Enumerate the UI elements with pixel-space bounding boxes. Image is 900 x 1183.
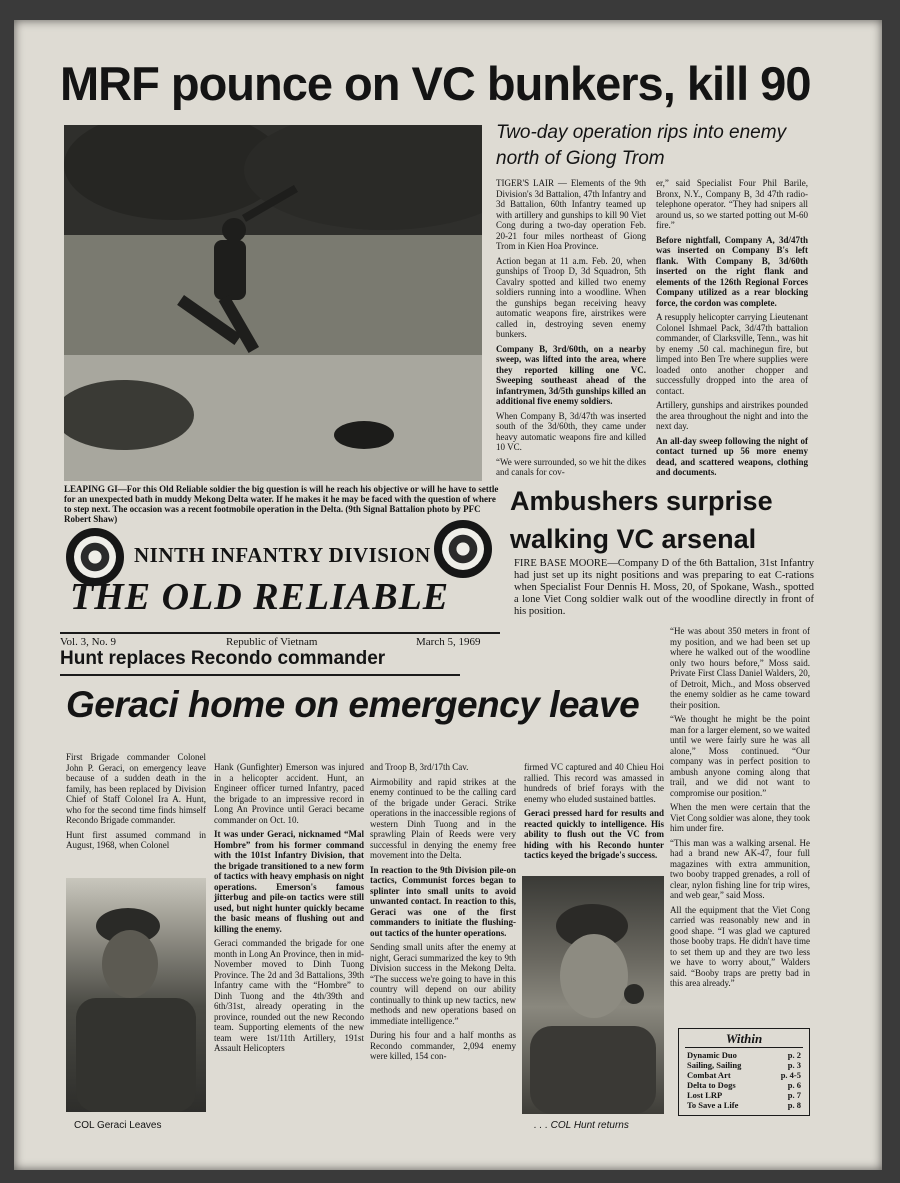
- paragraph: All the equipment that the Viet Cong carried was reasonably new and in good shape. “I was glad we captured those booby traps. He didn't have time to set them up and they are two less we have to worry about,” Walders said. “Booby traps are pretty bad in this area already.”: [670, 904, 810, 988]
- geraci-column-4: [524, 762, 664, 865]
- leaping-gi-photo: [64, 125, 482, 481]
- photo1-caption: LEAPING GI—For this Old Reliable soldier the big question is will he reach his objective or will he have to settle for an unexpected bath in muddy Mekong Delta water. If he makes it he may be faced with the question of where to step next. The occasion was a recent footmobile operation in the Delta. (9th Signal Battalion photo by PFC Robert Shaw): [64, 484, 499, 524]
- hunt-rule: [60, 674, 460, 676]
- within-item-page: p. 3: [787, 1060, 801, 1070]
- photo3-caption: . . . COL Hunt returns: [534, 1120, 629, 1131]
- story1-column-2: [656, 178, 808, 482]
- ambush-headline: Ambushers surprise walking VC arsenal: [510, 486, 773, 554]
- geraci-headline: Geraci home on emergency leave: [66, 684, 640, 725]
- masthead-date: March 5, 1969: [416, 636, 481, 648]
- paragraph: Hunt first assumed command in August, 1968, when Colonel: [66, 829, 206, 850]
- col-geraci-photo: [66, 878, 206, 1112]
- within-item-label: Dynamic Duo: [687, 1050, 737, 1060]
- paragraph: “He was about 350 meters in front of my position, and we had been set up where he walked out of the woodline only two hours before,” Moss said. Private First Class Daniel Walders, 20, of Detroit, Mich., and Moss observed the enemy soldier as he came toward their position.: [670, 626, 810, 710]
- paragraph: When Company B, 3d/47th was inserted south of the 3d/60th, they came under heavy automatic weapons fire and killed 10 VC.: [496, 410, 646, 452]
- within-item[interactable]: [679, 1060, 809, 1070]
- paragraph: An all-day sweep following the night of contact turned up 56 more enemy dead, and scattered weapons, clothing and documents.: [656, 435, 808, 477]
- paragraph: When the men were certain that the Viet Cong soldier was alone, they took him under fire.: [670, 802, 810, 833]
- within-item[interactable]: [679, 1080, 809, 1090]
- paragraph: Geraci commanded the brigade for one month in Long An Province, then in mid-November moved to Dinh Tuong Province. The 2d and 3d Battalions, 39th Infantry came with the “Hombre” to Dinh Tuong and the 4th/39th and 6th/31st, already operating in the province, rounded out the new Recondo team. Supporting elements of the new team were 1st/11th Artillery, 191st Assault Helicopters: [214, 938, 364, 1053]
- paragraph: Hank (Gunfighter) Emerson was injured in a helicopter accident. Hunt, an Engineer officer turned Infantry, paced the brigade to an impressive record in Long An Province until Geraci became commander on Oct. 10.: [214, 762, 364, 825]
- paragraph: “This man was a walking arsenal. He had a brand new AK-47, four full magazines with extra ammunition, two booby trapped grenades, a roll of clear, nylon fishing line for trip wires, and web gear,” said Moss.: [670, 837, 810, 900]
- within-title: Within: [685, 1031, 803, 1048]
- paragraph: TIGER'S LAIR — Elements of the 9th Division's 3d Battalion, 47th Infantry and 3d Battalion, 60th Infantry teamed up with artillery and gunships to kill 90 Viet Cong during a two-day operation Feb. 20-21 four miles northeast of Giong Trom in Kien Hoa Province.: [496, 178, 646, 251]
- photo2-caption: COL Geraci Leaves: [74, 1120, 162, 1131]
- paragraph: In reaction to the 9th Division pile-on tactics, Communist forces began to splinter into small units to avoid unwanted contact. In reaction to this, Geraci was one of the first commanders to initiate the flushing-out tactics of the hunter operations.: [370, 864, 516, 938]
- subheadline: Two-day operation rips into enemy north of Giong Trom: [496, 122, 787, 169]
- paragraph: First Brigade commander Colonel John P. Geraci, on emergency leave because of a sudden death in the family, has been replaced by Division Chief of Staff Colonel Ira A. Hunt, who for the second time finds himself Recondo Brigade commander.: [66, 752, 206, 825]
- paragraph: A resupply helicopter carrying Lieutenant Colonel Ishmael Pack, 3d/47th battalion commander, of Clarksville, Tenn., was hit by enemy .50 cal. machinegun fire, but limped into Ben Tre where supplies were loaded onto another chopper and successfully dropped into the area of contact.: [656, 312, 808, 396]
- within-index-box: [678, 1028, 810, 1116]
- story1-column-1: [496, 178, 646, 482]
- paragraph: Airmobility and rapid strikes at the enemy continued to be the calling card of the brigade under Geraci. Strike operations in the inaccessible regions of western Dinh Tuong and in the sprawling Plain of Reeds were very successful in denying the enemy free movement into the Delta.: [370, 776, 516, 860]
- col-hunt-photo: [522, 876, 664, 1114]
- within-item-page: p. 4-5: [780, 1070, 801, 1080]
- ambush-lead: FIRE BASE MOORE—Company D of the 6th Battalion, 31st Infantry had just set up its night positions and was preparing to eat C-rations when Specialist Four Dennis H. Moss, 20, of Spokane, Wash., spotted a lone Viet Cong soldier walk out of the woodline directly in front of his position.: [514, 558, 814, 617]
- paragraph: Before nightfall, Company A, 3d/47th was inserted on Company B's left flank. With Company B, 3d/60th inserted on the right flank and elements of the 126th Regional Forces Company utilized as a rear blocking force, the cordon was complete.: [656, 234, 808, 308]
- paragraph: Geraci pressed hard for results and reacted quickly to intelligence. His ability to flush out the VC from hiding with his Recondo hunter tactics keyed the brigade's success.: [524, 808, 664, 860]
- paragraph: and Troop B, 3rd/17th Cav.: [370, 762, 469, 772]
- paragraph: “We thought he might be the point man for a larger element, so we waited until we were fairly sure he was all alone,” Moss continued. “Our company was in perfect position to ambush anyone coming along that trail, and we did not want to compromise our position.”: [670, 714, 810, 798]
- paragraph: Artillery, gunships and airstrikes pounded the area throughout the night and into the next day.: [656, 400, 808, 431]
- paragraph: During his four and a half months as Recondo commander, 2,094 enemy were killed, 154 con-: [370, 1030, 516, 1061]
- paragraph: It was under Geraci, nicknamed “Mal Hombre” from his former command with the 101st Infantry Division, that the brigade transitioned to a new form of tactics with heavy emphasis on night operations. Emerson's famous jitterbug and pile-on tactics were still used, but night hunter quickly became the basic means of flushing out and killing the enemy.: [214, 829, 365, 934]
- within-item-label: Delta to Dogs: [687, 1080, 736, 1090]
- geraci-column-3: [370, 762, 516, 1066]
- paragraph: “We were surrounded, so we hit the dikes and canals for cov-: [496, 456, 646, 477]
- masthead-place: Republic of Vietnam: [226, 636, 318, 648]
- paragraph: Company B, 3rd/60th, on a nearby sweep, was lifted into the area, where they reported killing one VC. Sweeping southeast ahead of the infantrymen, 3d/5th gunships killed an additional five enemy soldiers.: [496, 343, 646, 406]
- paragraph: er,” said Specialist Four Phil Barile, Bronx, N.Y., Company B, 3d 47th radio-telephone operator. “They had snipers all around us, so we started potting out M-60 fire.”: [656, 178, 808, 230]
- within-item-page: p. 7: [787, 1090, 801, 1100]
- masthead-volume: Vol. 3, No. 9: [60, 636, 117, 648]
- within-item[interactable]: [679, 1070, 809, 1080]
- within-item-page: p. 6: [787, 1080, 801, 1090]
- masthead-title: THE OLD RELIABLE: [70, 576, 450, 618]
- main-headline: MRF pounce on VC bunkers, kill 90: [60, 57, 811, 110]
- division-insignia-right-icon: [434, 520, 492, 578]
- within-item-label: Combat Art: [687, 1070, 731, 1080]
- paragraph: Sending small units after the enemy at night, Geraci summarized the key to 9th Division success in the Mekong Delta. “The success we're going to have in this country will depend on our ability continually to think up new tactics, new methods and new operations based on immediate intelligence.”: [370, 942, 516, 1026]
- geraci-column-2: [214, 762, 364, 1058]
- masthead-division: NINTH INFANTRY DIVISION: [134, 543, 431, 567]
- within-item-label: To Save a Life: [687, 1100, 739, 1110]
- newspaper-page: [14, 20, 882, 1170]
- ambush-column: [670, 626, 810, 993]
- hunt-headline: Hunt replaces Recondo commander: [60, 648, 386, 669]
- masthead-rule: [60, 632, 500, 634]
- within-item[interactable]: [679, 1050, 809, 1060]
- geraci-column-1: [66, 752, 206, 855]
- paragraph: firmed VC captured and 40 Chieu Hoi rallied. This record was amassed in hundreds of brief forays with the enemy who eluded sustained battles.: [524, 762, 664, 804]
- within-item-label: Lost LRP: [687, 1090, 723, 1100]
- within-item[interactable]: [679, 1100, 809, 1110]
- within-item-page: p. 8: [787, 1100, 801, 1110]
- paragraph: Action began at 11 a.m. Feb. 20, when gunships of Troop D, 3d Squadron, 5th Cavalry spotted and killed two enemy soldiers running into a woodline. When the gunships began receiving heavy automatic weapons fire, airstrikes were called in, destroying seven enemy bunkers.: [496, 255, 646, 339]
- within-item[interactable]: [679, 1090, 809, 1100]
- within-item-page: p. 2: [787, 1050, 801, 1060]
- within-item-label: Sailing, Sailing: [687, 1060, 742, 1070]
